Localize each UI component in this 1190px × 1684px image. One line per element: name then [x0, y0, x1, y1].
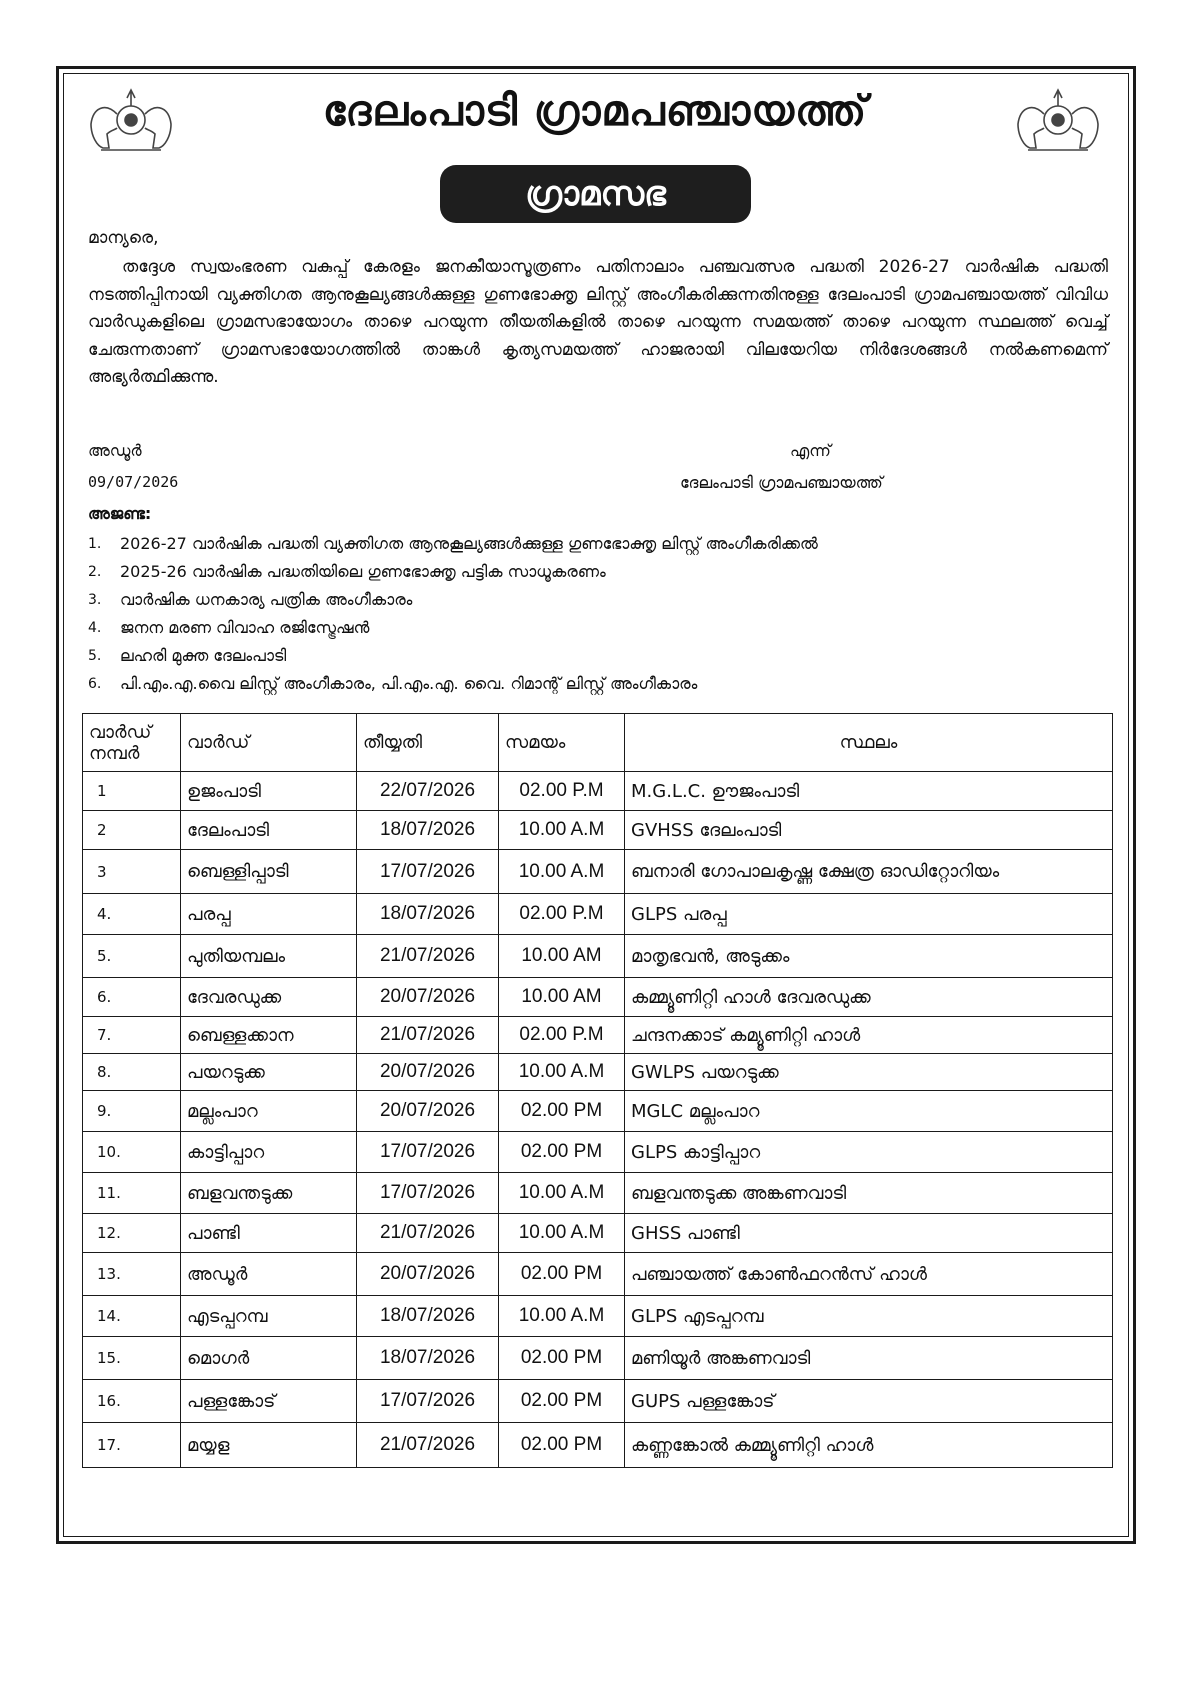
- agenda-list: [88, 530, 1108, 698]
- table-row: [83, 1253, 1113, 1296]
- ward-name-cell: മൊഗർ: [181, 1337, 357, 1380]
- table-row: [83, 894, 1113, 935]
- signoff-prefix: എന്ന്: [790, 441, 831, 460]
- time-cell: 02.00 PM: [499, 1423, 625, 1468]
- table-row: [83, 1423, 1113, 1468]
- table-row: [83, 1054, 1113, 1091]
- date-cell: 21/07/2026: [357, 1423, 499, 1468]
- ward-number-cell: 5.: [83, 935, 181, 978]
- time-cell: 10.00 AM: [499, 978, 625, 1017]
- header-ward: വാർഡ്: [181, 714, 357, 772]
- place-cell: MGLC മല്ലംപാറ: [625, 1091, 1113, 1132]
- date-cell: 18/07/2026: [357, 1296, 499, 1337]
- table-row: [83, 1337, 1113, 1380]
- time-cell: 02.00 PM: [499, 1253, 625, 1296]
- ward-name-cell: കാട്ടിപ്പാറ: [181, 1132, 357, 1173]
- ward-name-cell: ദേവരഡുക്ക: [181, 978, 357, 1017]
- agenda-item: 3. വാർഷിക ധനകാര്യ പത്രിക അംഗീകാരം: [88, 590, 413, 609]
- letter-date: 09/07/2026: [88, 473, 179, 491]
- time-cell: 10.00 A.M: [499, 1296, 625, 1337]
- table-row: [83, 935, 1113, 978]
- ward-number-cell: 2: [83, 811, 181, 850]
- date-cell: 20/07/2026: [357, 1054, 499, 1091]
- agenda-item: 2. 2025-26 വാർഷിക പദ്ധതിയിലെ ഗുണഭോക്തൃ പട്ടിക സാധൂകരണം: [88, 562, 606, 581]
- place-cell: GHSS പാണ്ടി: [625, 1214, 1113, 1253]
- ward-name-cell: പുതിയമ്പലം: [181, 935, 357, 978]
- ward-name-cell: ബെള്ളക്കാന: [181, 1017, 357, 1054]
- ward-name-cell: എടപ്പറമ്പ: [181, 1296, 357, 1337]
- table-row: [83, 1091, 1113, 1132]
- time-cell: 02.00 P.M: [499, 894, 625, 935]
- table-row: [83, 978, 1113, 1017]
- ward-number-cell: 6.: [83, 978, 181, 1017]
- date-cell: 17/07/2026: [357, 850, 499, 894]
- time-cell: 10.00 A.M: [499, 1214, 625, 1253]
- ward-number-cell: 15.: [83, 1337, 181, 1380]
- place-cell: GLPS കാട്ടിപ്പാറ: [625, 1132, 1113, 1173]
- time-cell: 10.00 A.M: [499, 811, 625, 850]
- table-row: [83, 1132, 1113, 1173]
- table-row: [83, 1296, 1113, 1337]
- invitation-body: തദ്ദേശ സ്വയംഭരണ വകുപ്പ് കേരളം ജനകീയാസൂത്രണം പതിനാലാം പഞ്ചവത്സര പദ്ധതി 2026-27 വാർഷിക പദ്ധതി നടത്തിപ്പിനായി വ്യക്തിഗത ആനുകൂല്യങ്ങൾക്കുള്ള ഗുണഭോക്തൃ ലിസ്റ്റ് അംഗീകരിക്കുന്നതിനുള്ള ദേലംപാടി ഗ്രാമപഞ്ചായത്ത് വിവിധ വാർഡുകളിലെ ഗ്രാമസഭായോഗം താഴെ പറയുന്ന തീയതികളിൽ താഴെ പറയുന്ന സമയത്ത് താഴെ പറയുന്ന സ്ഥലത്ത് വെച്ച് ചേരുന്നതാണ് ഗ്രാമസഭായോഗത്തിൽ താങ്കൾ കൃത്യസമയത്ത് ഹാജരായി വിലയേറിയ നിർദേശങ്ങൾ നൽകണമെന്ന് അഭ്യർത്ഥിക്കുന്നു.: [88, 257, 1108, 387]
- signoff-name: ദേലംപാടി ഗ്രാമപഞ്ചായത്ത്: [680, 473, 883, 492]
- ward-number-cell: 17.: [83, 1423, 181, 1468]
- ward-number-cell: 1: [83, 772, 181, 811]
- ward-number-cell: 4.: [83, 894, 181, 935]
- ward-name-cell: പാണ്ടി: [181, 1214, 357, 1253]
- ward-name-cell: ബെള്ളിപ്പാടി: [181, 850, 357, 894]
- ward-number-cell: 14.: [83, 1296, 181, 1337]
- time-cell: 02.00 P.M: [499, 772, 625, 811]
- ward-name-cell: ബളവന്തടുക്ക: [181, 1173, 357, 1214]
- date-cell: 17/07/2026: [357, 1173, 499, 1214]
- place-cell: GLPS എടപ്പറമ്പ: [625, 1296, 1113, 1337]
- table-row: [83, 1380, 1113, 1423]
- time-cell: 02.00 PM: [499, 1337, 625, 1380]
- ward-name-cell: മല്ലംപാറ: [181, 1091, 357, 1132]
- place-cell: GUPS പള്ളങ്കോട്: [625, 1380, 1113, 1423]
- ward-name-cell: ഉജംപാടി: [181, 772, 357, 811]
- ward-number-cell: 8.: [83, 1054, 181, 1091]
- ward-name-cell: ദേലംപാടി: [181, 811, 357, 850]
- time-cell: 02.00 PM: [499, 1380, 625, 1423]
- panchayat-title: ദേലംപാടി ഗ്രാമപഞ്ചായത്ത്: [322, 86, 868, 135]
- table-row: [83, 850, 1113, 894]
- header-ward-number: വാർഡ് നമ്പർ: [83, 714, 181, 772]
- ward-number-cell: 12.: [83, 1214, 181, 1253]
- emblem-left-icon: [83, 84, 179, 156]
- emblem-right-icon: [1010, 84, 1106, 156]
- date-cell: 20/07/2026: [357, 1253, 499, 1296]
- place-cell: ചന്ദനക്കാട് കമ്യൂണിറ്റി ഹാൾ: [625, 1017, 1113, 1054]
- table-header-row: [83, 714, 1113, 772]
- date-cell: 21/07/2026: [357, 1017, 499, 1054]
- gramasabha-schedule-table: [82, 713, 1113, 1468]
- place-cell: കമ്മ്യൂണിറ്റി ഹാൾ ദേവരഡുക്ക: [625, 978, 1113, 1017]
- date-cell: 22/07/2026: [357, 772, 499, 811]
- agenda-item: 1. 2026-27 വാർഷിക പദ്ധതി വ്യക്തിഗത ആനുകൂല്യങ്ങൾക്കുള്ള ഗുണഭോക്തൃ ലിസ്റ്റ് അംഗീകരിക്കൽ: [88, 534, 818, 553]
- ward-number-cell: 11.: [83, 1173, 181, 1214]
- time-cell: 10.00 AM: [499, 935, 625, 978]
- place-cell: മണിയൂർ അങ്കണവാടി: [625, 1337, 1113, 1380]
- table-row: [83, 811, 1113, 850]
- salutation: മാന്യരെ,: [88, 228, 159, 248]
- header-date: തീയ്യതി: [357, 714, 499, 772]
- place-cell: GVHSS ദേലംപാടി: [625, 811, 1113, 850]
- table-row: [83, 1214, 1113, 1253]
- time-cell: 02.00 PM: [499, 1132, 625, 1173]
- table-row: [83, 772, 1113, 811]
- date-cell: 17/07/2026: [357, 1132, 499, 1173]
- letter-place: അഡൂർ: [88, 441, 142, 460]
- table-row: [83, 1017, 1113, 1054]
- date-cell: 18/07/2026: [357, 811, 499, 850]
- ward-number-cell: 10.: [83, 1132, 181, 1173]
- ward-number-cell: 3: [83, 850, 181, 894]
- date-cell: 17/07/2026: [357, 1380, 499, 1423]
- place-cell: M.G.L.C. ഊജംപാടി: [625, 772, 1113, 811]
- date-cell: 21/07/2026: [357, 1214, 499, 1253]
- ward-number-cell: 9.: [83, 1091, 181, 1132]
- ward-number-cell: 7.: [83, 1017, 181, 1054]
- grama-sabha-badge: ഗ്രാമസഭ: [440, 165, 751, 223]
- date-cell: 20/07/2026: [357, 1091, 499, 1132]
- date-cell: 20/07/2026: [357, 978, 499, 1017]
- ward-name-cell: അഡൂർ: [181, 1253, 357, 1296]
- time-cell: 10.00 A.M: [499, 1173, 625, 1214]
- agenda-item: 4. ജനന മരണ വിവാഹ രജിസ്ട്രേഷൻ: [88, 618, 370, 637]
- place-cell: GLPS പരപ്പ: [625, 894, 1113, 935]
- table-row: [83, 1173, 1113, 1214]
- place-cell: മാതൃഭവൻ, അടുക്കം: [625, 935, 1113, 978]
- header-time: സമയം: [499, 714, 625, 772]
- agenda-title: അജണ്ട:: [88, 504, 152, 523]
- date-cell: 18/07/2026: [357, 894, 499, 935]
- place-cell: GWLPS പയറടുക്ക: [625, 1054, 1113, 1091]
- time-cell: 10.00 A.M: [499, 1054, 625, 1091]
- ward-name-cell: മയ്യള: [181, 1423, 357, 1468]
- table-body: [83, 772, 1113, 1468]
- place-cell: പഞ്ചായത്ത് കോൺഫറൻസ് ഹാൾ: [625, 1253, 1113, 1296]
- place-cell: കണ്ണങ്കോൽ കമ്മ്യൂണിറ്റി ഹാൾ: [625, 1423, 1113, 1468]
- ward-name-cell: പള്ളങ്കോട്: [181, 1380, 357, 1423]
- time-cell: 10.00 A.M: [499, 850, 625, 894]
- date-cell: 18/07/2026: [357, 1337, 499, 1380]
- ward-number-cell: 16.: [83, 1380, 181, 1423]
- time-cell: 02.00 P.M: [499, 1017, 625, 1054]
- place-cell: ബനാരി ഗോപാലകൃഷ്ണ ക്ഷേത്ര ഓഡിറ്റോറിയം: [625, 850, 1113, 894]
- time-cell: 02.00 PM: [499, 1091, 625, 1132]
- agenda-item: 6. പി.എം.എ.വൈ ലിസ്റ്റ് അംഗീകാരം, പി.എം.എ. വൈ. റിമാന്റ് ലിസ്റ്റ് അംഗീകാരം: [88, 674, 698, 693]
- header-place: സ്ഥലം: [625, 714, 1113, 772]
- date-cell: 21/07/2026: [357, 935, 499, 978]
- place-cell: ബളവന്തടുക്ക അങ്കണവാടി: [625, 1173, 1113, 1214]
- ward-number-cell: 13.: [83, 1253, 181, 1296]
- ward-name-cell: പയറടുക്ക: [181, 1054, 357, 1091]
- agenda-item: 5. ലഹരി മുക്ത ദേലംപാടി: [88, 646, 287, 665]
- ward-name-cell: പരപ്പ: [181, 894, 357, 935]
